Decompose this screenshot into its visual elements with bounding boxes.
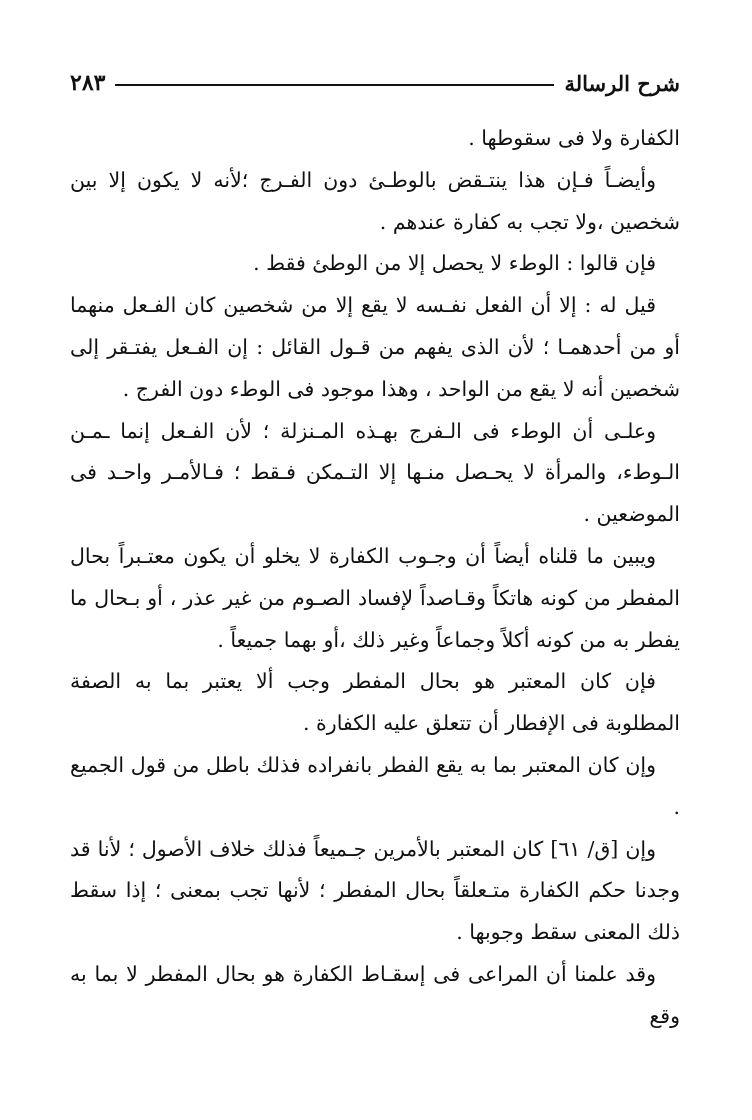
paragraph: فإن كان المعتبر هو بحال المفطر وجب ألا يعتبر بما به الصفة المطلوبة فى الإفطار أن تتعلق عليه الكفارة .	[70, 669, 680, 736]
page-number: ٢٨٣	[70, 70, 106, 96]
paragraph: الكفارة ولا فى سقوطها .	[468, 126, 680, 150]
paragraph: وإن [ق/ ٦١] كان المعتبر بالأمرين جـميعاً فذلك خلاف الأصول ؛ لأنا قد وجدنا حكم الكفارة متـعلقاً بحال المفطر ؛ لأنها تجب بمعنى ؛ إذا سقط ذلك المعنى سقط وجوبها .	[70, 836, 680, 945]
paragraph: ويبين ما قلناه أيضاً أن وجـوب الكفارة لا يخلو أن يكون معتـبراً بحال المفطر من كونه هاتكاً وقـاصداً لإفساد الصـوم من غير عذر ، أو بـحال ما يفطر به من كونه أكلاً وجماعاً وغير ذلك ،أو بهما جميعاً .	[70, 543, 680, 652]
paragraph: وقد علمنا أن المراعى فى إسقـاط الكفارة هو بحال المفطر لا بما به وقع	[70, 961, 680, 1028]
body-text	[70, 118, 680, 1038]
paragraph: وعلـى أن الوطء فى الـفرج بهـذه المـنزلة ؛ لأن الفـعل إنما ـمـن الـوطء، والمرأة لا يحـصل منـها إلا التـمكن فـقط ؛ فـالأمـر واحـد فى الموضعين .	[70, 418, 680, 527]
paragraph: وإن كان المعتبر بما به يقع الفطر بانفراده فذلك باطل من قول الجميع .	[70, 752, 680, 819]
running-title: شرح الرسالة	[564, 70, 680, 96]
paragraph: قيل له : إلا أن الفعل نفـسه لا يقع إلا من شخصين كان الفـعل منهما أو من أحدهمـا ؛ لأن الذى يفهم من قـول القائل : إن الفـعل يفتـقر إلى شخصين أنه لا يقع من الواحد ، وهذا موجود فى الوطء دون الفرج .	[70, 293, 680, 401]
paragraph: وأيضـاً فـإن هذا ينتـقض بالوطـئ دون الفـرج ؛لأنه لا يكون إلا بين شخصين ،ولا تجب به كفارة عندهم .	[70, 167, 680, 234]
paragraph: فإن قالوا : الوطء لا يحصل إلا من الوطئ فقط .	[253, 251, 656, 276]
page-header	[70, 68, 680, 98]
header-rule	[115, 84, 554, 86]
